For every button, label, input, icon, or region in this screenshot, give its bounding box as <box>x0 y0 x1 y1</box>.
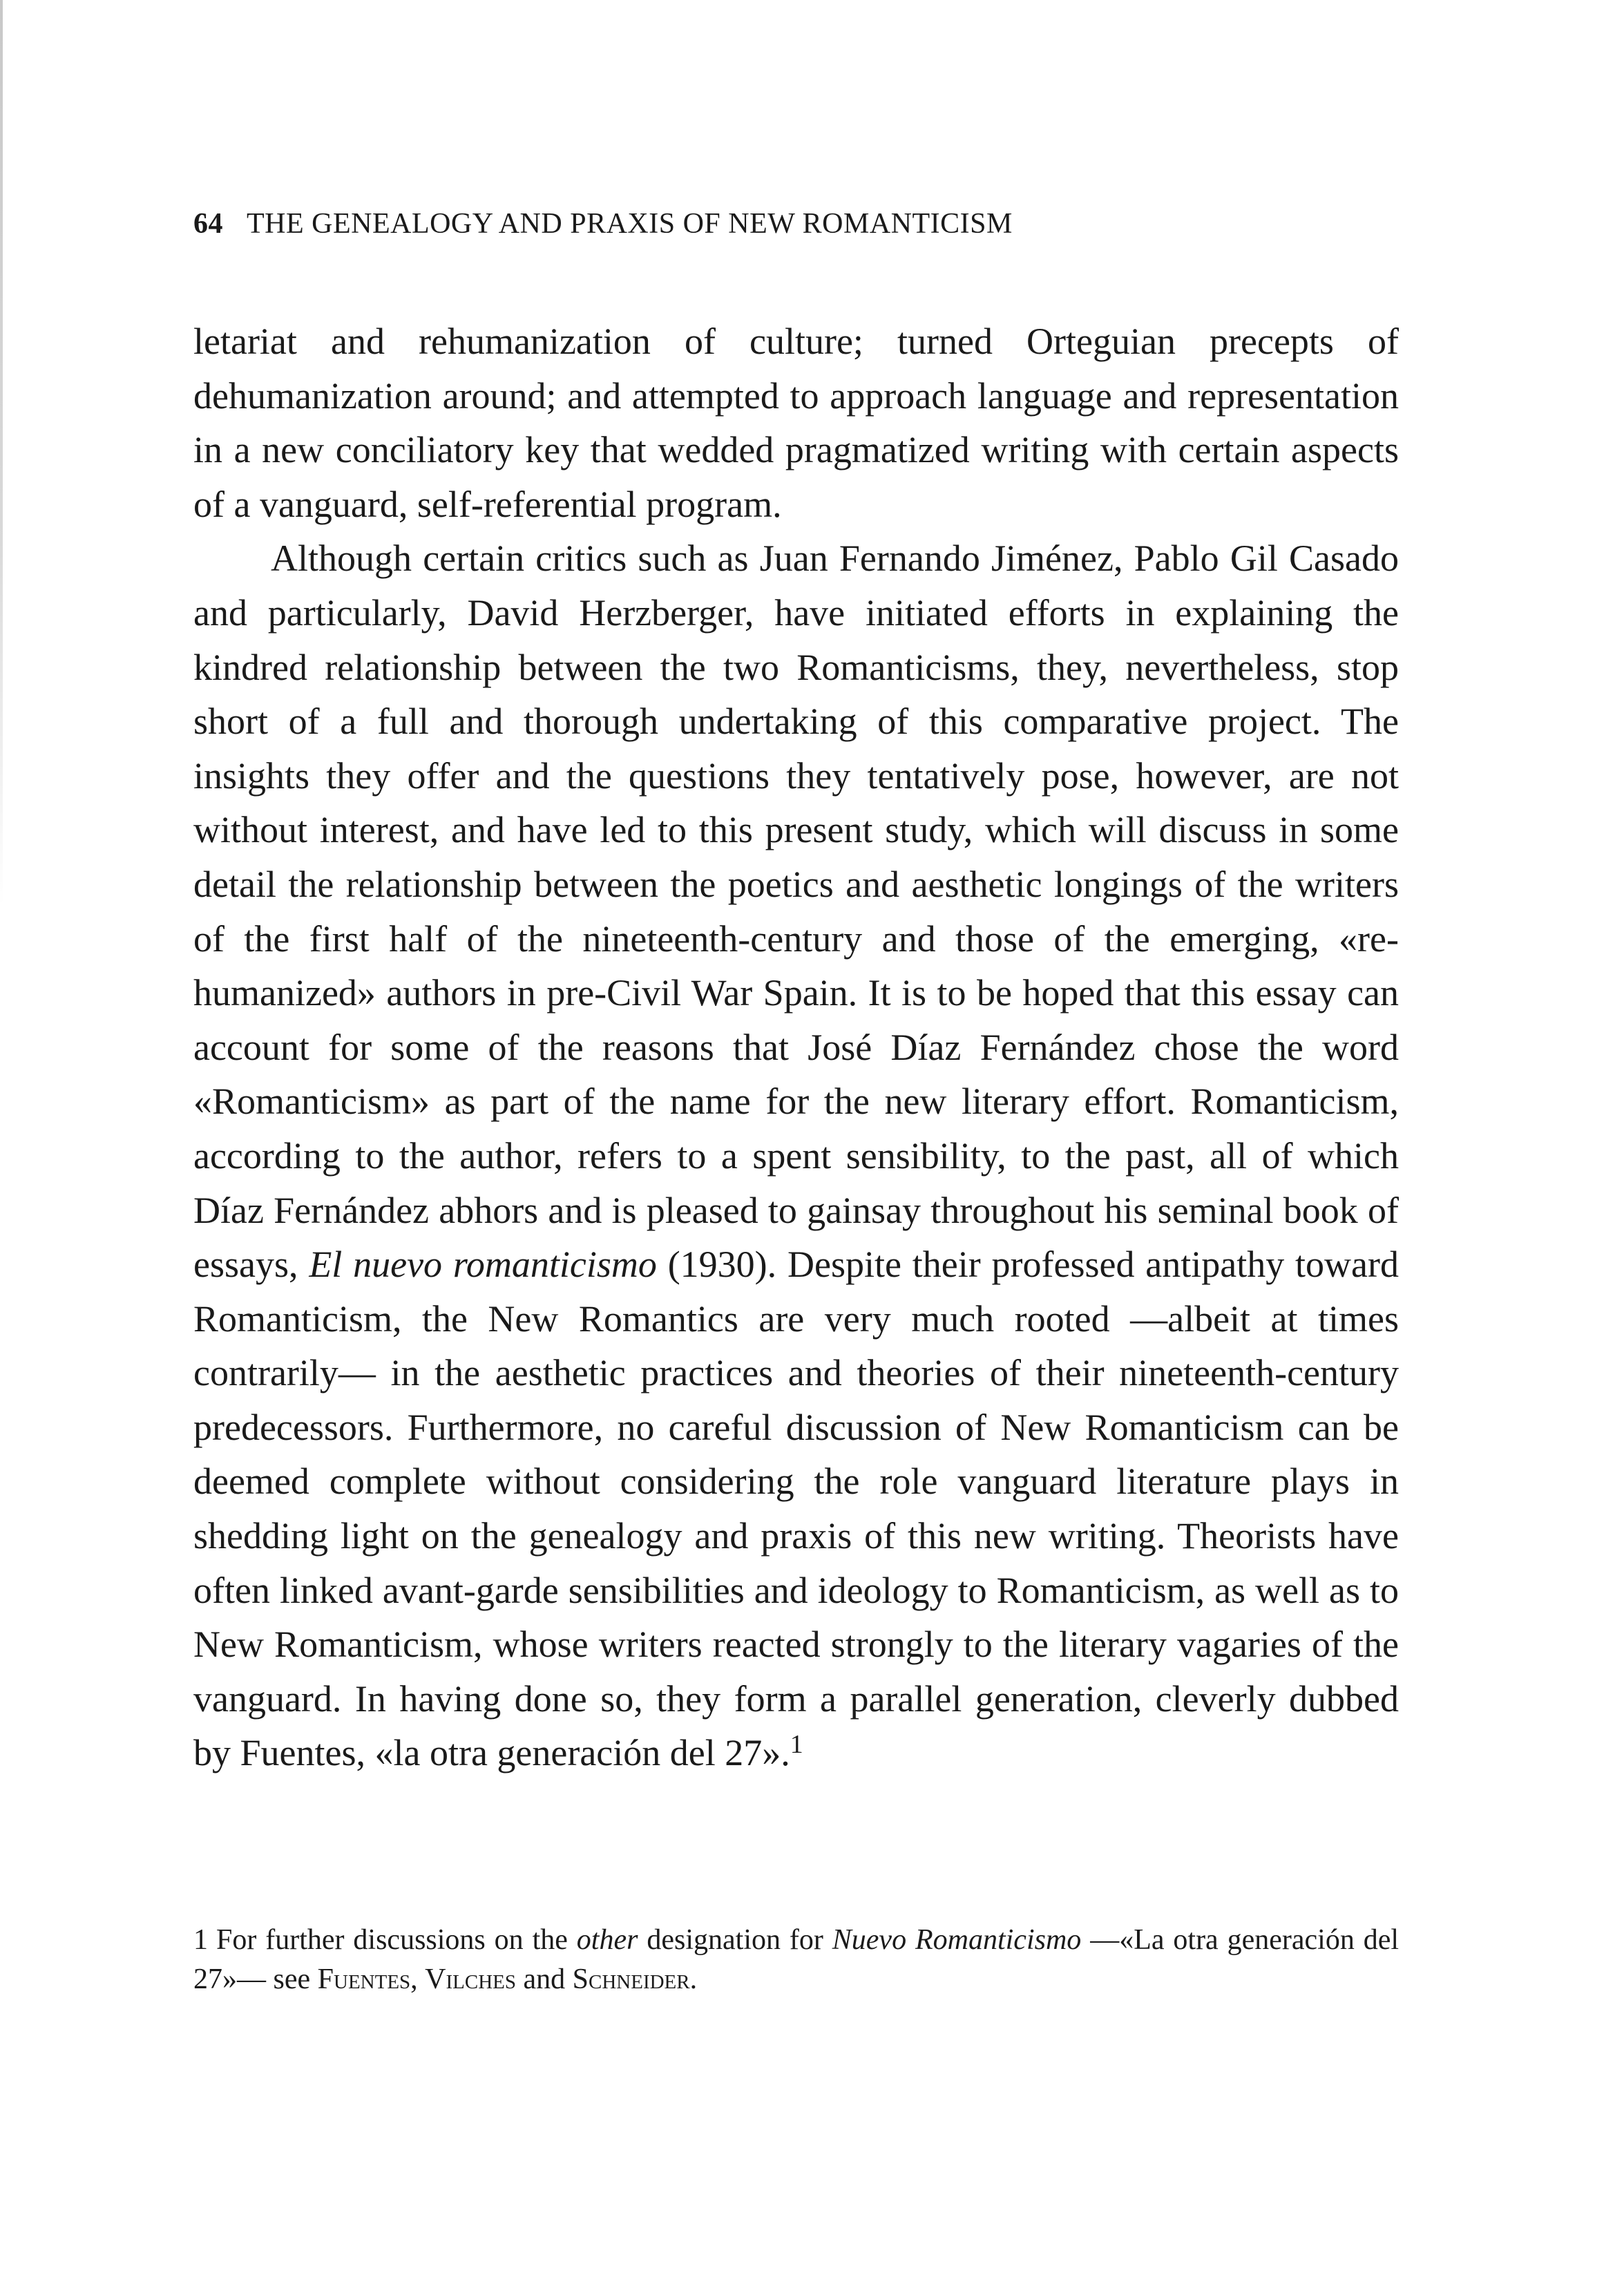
footnote-reference: 1 <box>790 1730 803 1760</box>
footnote-author-schneider: Schneider <box>572 1963 690 1995</box>
footnote-emphasis-other: other <box>576 1924 638 1956</box>
footnote-end-period: . <box>689 1963 698 1995</box>
paragraph-2-part-1: Although certain critics such as Juan Fernando Jiménez, Pablo Gil Casado and particularly, David Herzberger, have initiated efforts in explaining the kindred relationship between the two Romanticisms, they, nevertheless, stop short of a full and thorough undertaking of this comparative project. The insights they offer and the questions they tentatively pose, however, are not without interest, and have led to this present study, which will discuss in some detail the relationship between the poetics and aesthetic longings of the writers of the first half of the nineteenth-century and those of the emerging, «re-humanized» authors in pre-Civil War Spain. It is to be hoped that this essay can account for some of the reasons that José Díaz Fernández chose the word «Romanticism» as part of the name for the new literary effort. Romanticism, according to the author, refers to a spent sensibility, to the past, all of which Díaz Fernández abhors and is pleased to gainsay throughout his seminal book of essays, <box>193 537 1399 1286</box>
paragraph-2-part-2: (1930). Despite their professed antipathy toward Romanticism, the New Romantics are very much rooted —albeit at times contrarily— in the aesthetic practices and theories of their nineteenth-century predecessors. Furthermore, no careful discussion of New Romanticism can be deemed complete without considering the role vanguard literature plays in shedding light on the genealogy and praxis of this new writing. Theorists have often linked avant-garde sensibilities and ideology to Romanticism, as well as to New Romanticism, whose writers reacted strongly to the literary vagaries of the vanguard. In having done so, they form a parallel generation, cleverly dubbed by Fuentes, «la otra generación del 27». <box>193 1244 1399 1774</box>
footnote-author-sep-1: , <box>410 1963 418 1995</box>
running-title: THE GENEALOGY AND PRAXIS OF NEW ROMANTICISM <box>247 208 1013 240</box>
paragraph-1: letariat and rehumanization of culture; turned Orteguian precepts of dehumanization around; and attempted to approach language and representation in a new conciliatory key that wedded pragmatized writing with certain aspects of a vanguard, self-referential program. <box>193 321 1399 525</box>
footnote-text-a: For further discussions on the <box>216 1924 568 1956</box>
footnote-number: 1 <box>193 1924 208 1956</box>
running-head <box>193 207 1409 240</box>
book-title: El nuevo romanticismo <box>309 1244 657 1286</box>
paragraph-2 <box>193 531 1399 1780</box>
footnote-author-vilches: Vilches <box>425 1963 516 1995</box>
footnote-text-c: —«La otra generación del 27»— see <box>193 1924 1399 1995</box>
scan-edge-shadow <box>0 0 3 905</box>
body-text <box>193 314 1399 1780</box>
footnote-emphasis-title: Nuevo Romanticismo <box>832 1924 1082 1956</box>
page-number: 64 <box>193 208 223 240</box>
footnote <box>193 1921 1399 1999</box>
footnote-text-b: designation for <box>647 1924 823 1956</box>
footnote-author-sep-2: and <box>523 1963 566 1995</box>
footnote-author-fuentes: Fuentes <box>317 1963 411 1995</box>
